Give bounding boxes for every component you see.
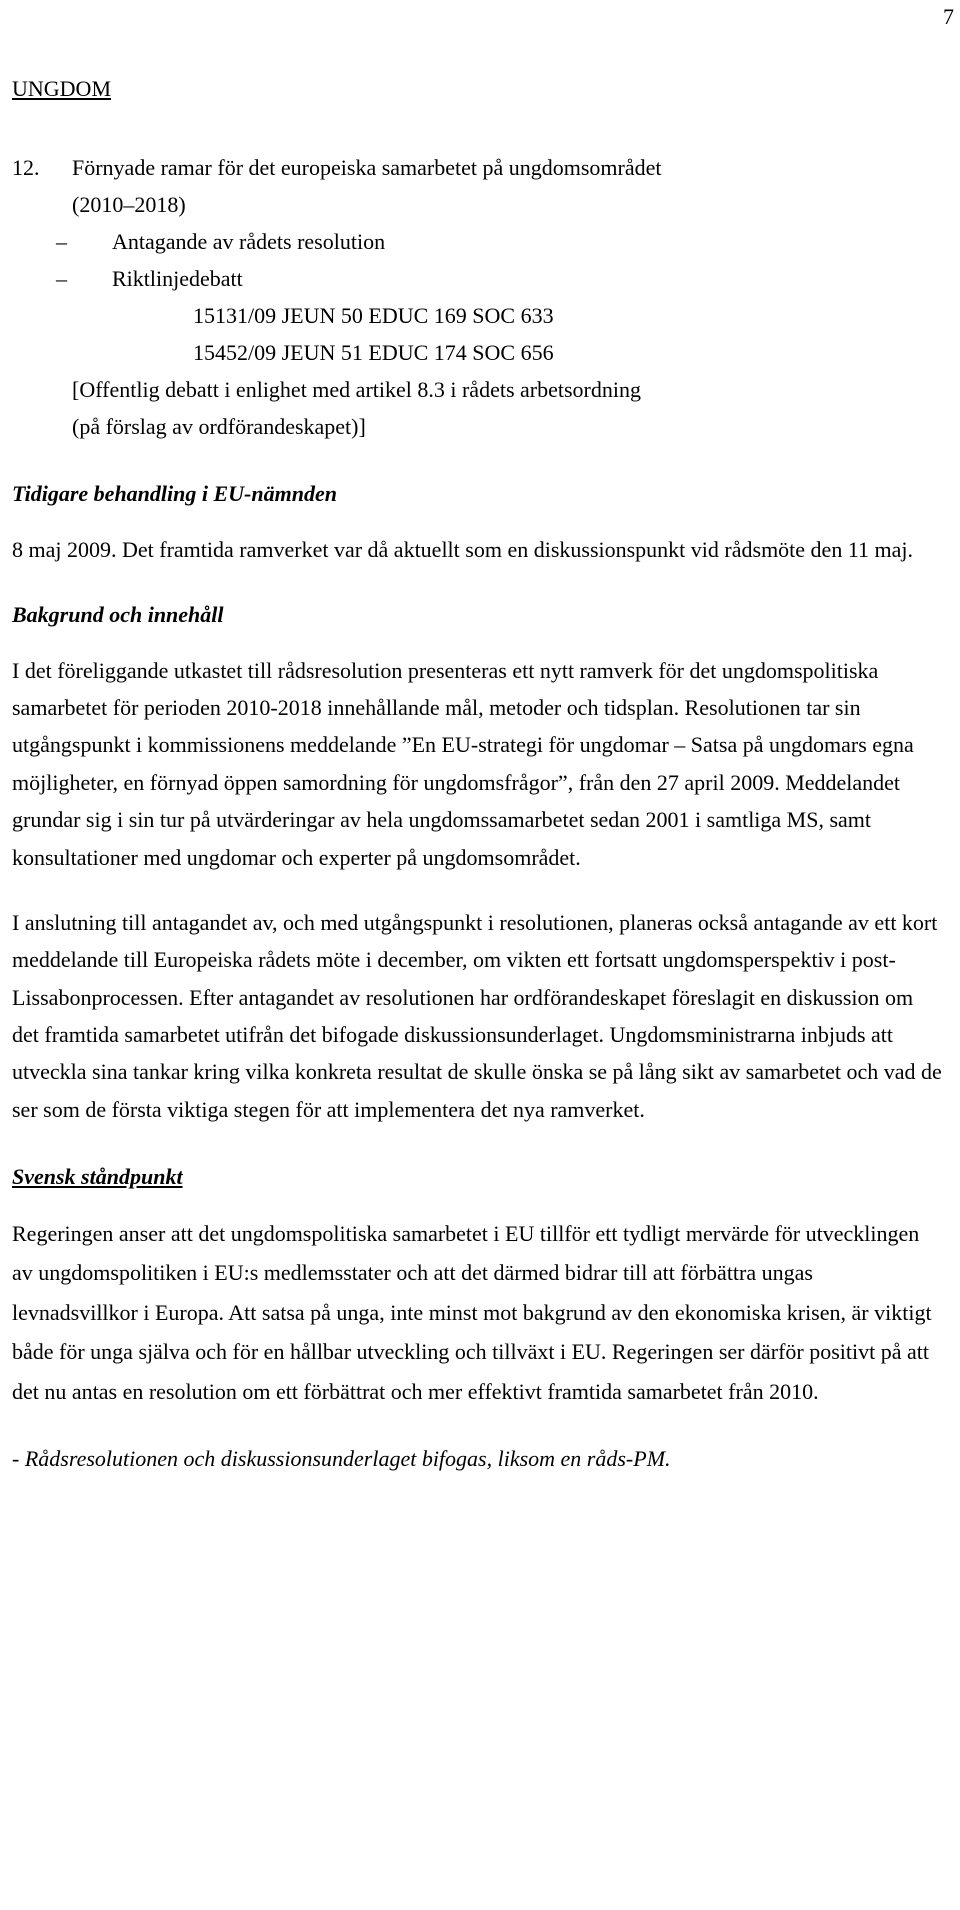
dash-marker: –	[56, 266, 67, 292]
section-title: UNGDOM	[12, 76, 111, 101]
agenda-item	[12, 149, 942, 445]
previous-handling-heading: Tidigare behandling i EU-nämnden	[12, 481, 337, 507]
swedish-position-heading: Svensk ståndpunkt	[12, 1164, 183, 1190]
background-paragraph: I anslutning till antagandet av, och med utgångspunkt i resolutionen, planeras också antagande av ett kort meddelande till Europeiska rådets möte i december, om vikten ett fortsatt ungdomsperspektiv i post-Lissabonprocessen. Efter antagandet av resolutionen har ordförandeskapet föreslagit en diskussion om det framtida samarbetet utifrån det bifogade diskussionsunderlaget. Ungdomsministrarna inbjuds att utveckla sina tankar kring vilka konkreta resultat de skulle önska se på lång sikt av samarbetet och vad de ser som de första viktiga stegen för att implementera det nya ramverket.	[12, 909, 942, 1122]
dash-marker: –	[56, 229, 67, 255]
procedure-note-continuation: (på förslag av ordförandeskapet)]	[72, 414, 366, 440]
agenda-subitem	[12, 260, 942, 297]
background-heading: Bakgrund och innehåll	[12, 602, 224, 628]
agenda-title: Förnyade ramar för det europeiska samarbetet på ungdomsområdet	[72, 155, 662, 181]
swedish-position-text: Regeringen anser att det ungdomspolitiska samarbetet i EU tillför ett tydligt mervärde för utvecklingen av ungdomspolitiken i EU:s medlemsstater och att det därmed bidrar till att förbättra ungas levnadsvillkor i Europa. Att satsa på unga, inte minst mot bakgrund av den ekonomiska krisen, är viktigt både för unga själva och för en hållbar utveckling och tillväxt i EU. Regeringen ser därför positivt på att det nu antas en resolution om ett förbättrat och mer effektivt framtida samarbetet från 2010.	[12, 1220, 932, 1405]
procedure-note: [Offentlig debatt i enlighet med artikel 8.3 i rådets arbetsordning	[72, 377, 641, 403]
subitem-text: Riktlinjedebatt	[112, 266, 243, 292]
subitem-text: Antagande av rådets resolution	[112, 229, 386, 255]
background-paragraph: I det föreliggande utkastet till rådsresolution presenteras ett nytt ramverk för det ungdomspolitiska samarbetet för perioden 2010-2018 innehållande mål, metoder och tidsplan. Resolutionen tar sin utgångspunkt i kommissionens meddelande ”En EU-strategi för ungdomar – Satsa på ungdomars egna möjligheter, en förnyad öppen samordning för ungdomsfrågor”, från den 27 april 2009. Meddelandet grundar sig i sin tur på utvärderingar av hela ungdomssamarbetet sedan 2001 i samtliga MS, samt konsultationer med ungdomar och experter på ungdomsområdet.	[12, 657, 914, 870]
attachment-note: - Rådsresolutionen och diskussionsunderlaget bifogas, liksom en råds-PM.	[12, 1445, 671, 1471]
previous-handling-text: 8 maj 2009. Det framtida ramverket var då aktuellt som en diskussionspunkt vid rådsmöte den 11 maj.	[12, 536, 913, 562]
agenda-title-continuation: (2010–2018)	[72, 192, 186, 218]
document-reference: 15452/09 JEUN 51 EDUC 174 SOC 656	[193, 340, 554, 366]
page-number: 7	[943, 4, 954, 29]
agenda-number: 12.	[12, 155, 40, 181]
document-body	[12, 70, 942, 1477]
agenda-subitem	[12, 223, 942, 260]
document-reference: 15131/09 JEUN 50 EDUC 169 SOC 633	[193, 303, 554, 329]
agenda-title-line	[12, 149, 942, 186]
